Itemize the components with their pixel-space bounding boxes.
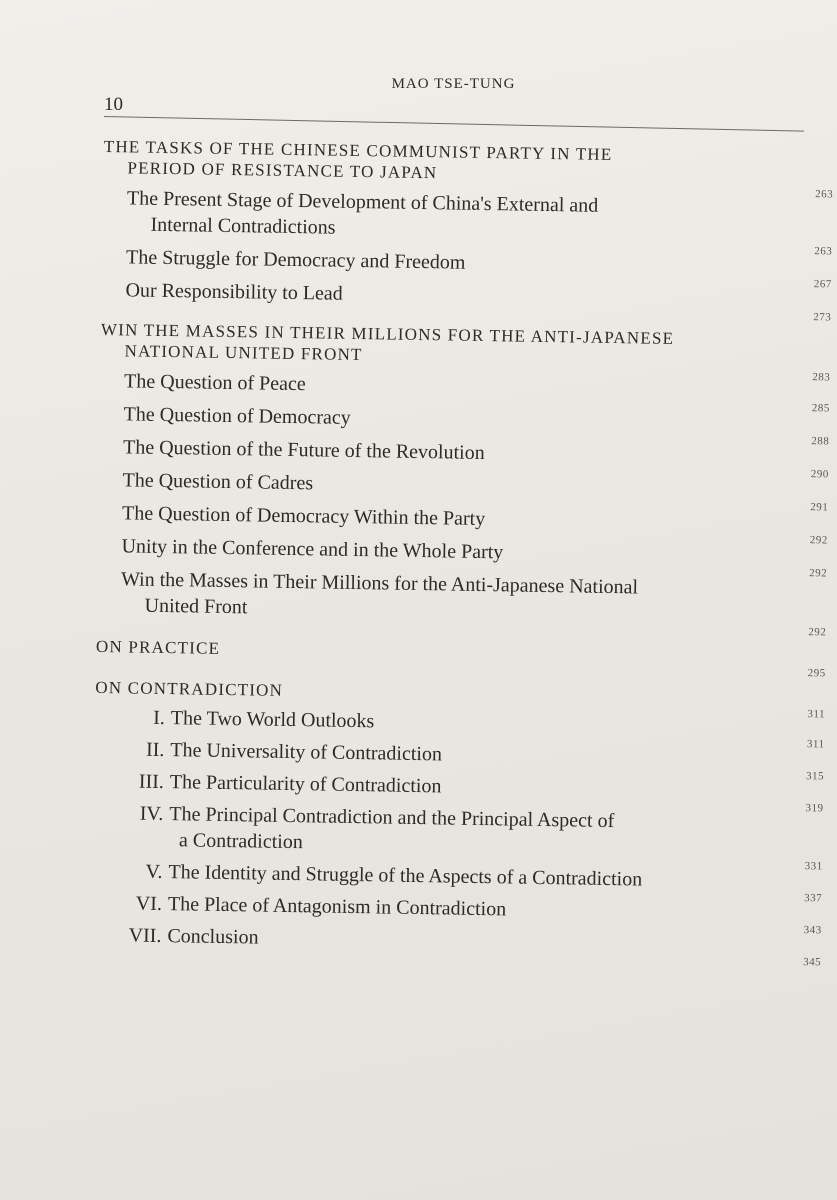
chapter-numeral: II. <box>145 738 165 762</box>
toc-chapter-item: VI. The Place of Antagonism in Contradiction 343 <box>92 890 782 927</box>
toc-page-number: 311 <box>806 738 825 751</box>
toc-page-number: 292 <box>809 534 828 547</box>
toc-item: Win the Masses in Their Millions for the Anti-Japanese National United Front 292 <box>96 566 787 629</box>
toc-page-number: 331 <box>804 860 823 873</box>
chapter-numeral: VI. <box>135 892 163 916</box>
toc-chapter-item: VII. Conclusion 345 <box>91 922 781 959</box>
toc-page-number: 263 <box>815 188 834 201</box>
toc-heading: ON PRACTICE 295 <box>96 636 786 668</box>
toc-heading: ON CONTRADICTION 311 <box>95 677 785 709</box>
header-rule <box>104 116 804 132</box>
toc-chapter-item: II. The Universality of Contradiction 315 <box>94 736 784 773</box>
toc-page-number: 263 <box>814 245 833 258</box>
toc-page-number: 288 <box>811 435 830 448</box>
toc-page-number: 319 <box>805 802 824 815</box>
toc-chapter-item: I. The Two World Outlooks 311 <box>95 704 785 741</box>
toc-item: Our Responsibility to Lead 273 <box>101 277 791 314</box>
toc-page-number: 285 <box>811 402 830 415</box>
toc-chapter-item: V. The Identity and Struggle of the Aspects of a Contradiction 337 <box>92 858 782 895</box>
toc-page-number: 295 <box>807 667 826 680</box>
toc-page-number: 343 <box>803 924 822 937</box>
toc-page-number: 290 <box>810 468 829 481</box>
toc-item: The Question of Cadres 291 <box>98 467 788 504</box>
toc-page-number: 311 <box>807 708 826 721</box>
toc-page-number: 291 <box>810 501 829 514</box>
chapter-numeral: VII. <box>128 924 162 947</box>
chapter-numeral: IV. <box>139 802 164 826</box>
toc-item: The Question of Democracy Within the Party 292 <box>98 500 788 537</box>
page-number: 10 <box>104 94 123 115</box>
toc-page-number: 315 <box>805 770 825 783</box>
toc-chapter-item: IV. The Principal Contradiction and the Principal Aspect of a Contradiction 331 <box>93 800 784 863</box>
toc-page-number: 267 <box>813 278 832 291</box>
chapter-numeral: V. <box>145 860 163 884</box>
toc-page-number: 345 <box>803 956 822 969</box>
toc-chapter-item: III. The Particularity of Contradiction 319 <box>94 768 784 805</box>
running-head: MAO TSE-TUNG <box>391 76 516 92</box>
toc-page-number: 292 <box>808 626 827 639</box>
toc-item: The Question of Democracy 288 <box>99 401 789 438</box>
toc-page-number: 283 <box>812 371 831 384</box>
chapter-numeral: III. <box>138 770 165 794</box>
toc-heading: WIN THE MASSES IN THEIR MILLIONS FOR THE ANTI-JAPANESE NATIONAL UNITED FRONT 283 <box>100 319 791 372</box>
toc-page-number: 337 <box>804 892 823 905</box>
toc-heading: THE TASKS OF THE CHINESE COMMUNIST PARTY IN THE PERIOD OF RESISTANCE TO JAPAN 263 <box>103 136 794 189</box>
toc-item: The Question of Peace 285 <box>100 368 790 405</box>
toc-item: The Present Stage of Development of China's External and Internal Contradictions 263 <box>102 185 793 248</box>
toc-page-number: 273 <box>813 311 832 324</box>
chapter-numeral: I. <box>153 706 166 730</box>
toc-item: The Question of the Future of the Revolution 290 <box>99 434 789 471</box>
toc-item: The Struggle for Democracy and Freedom 267 <box>102 244 792 281</box>
toc-page-number: 292 <box>809 567 828 580</box>
table-of-contents <box>91 136 834 969</box>
toc-item: Unity in the Conference and in the Whole Party 292 <box>97 533 787 570</box>
